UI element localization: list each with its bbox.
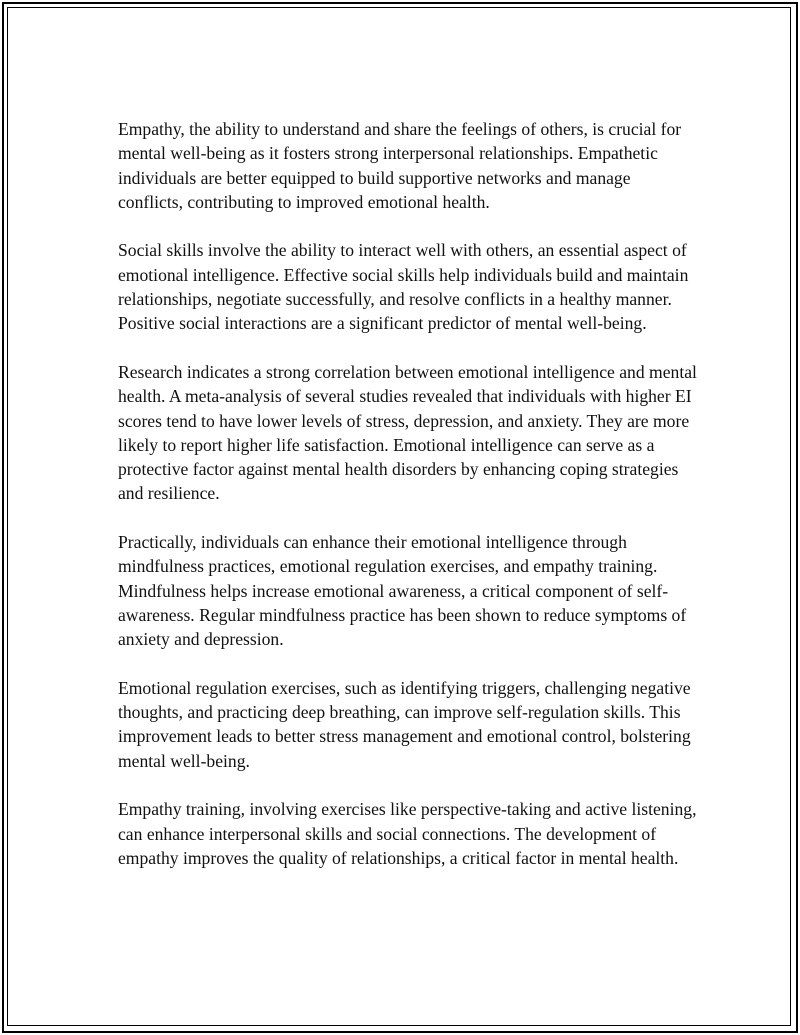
paragraph-emotional-regulation: Emotional regulation exercises, such as identifying triggers, challenging negative thoughts, and practicing deep breathing, can improve self-regulation skills. This improvement leads to better stress management and emotional control, bolstering mental well-being. (118, 677, 691, 771)
paragraph-social-skills: Social skills involve the ability to interact well with others, an essential aspect of emotional intelligence. Effective social skills help individuals build and maintain relationships, negotiate successfully, and resolve conflicts in a healthy manner. Positive social interactions are a significant predictor of mental well-being. (118, 240, 689, 334)
paragraph-empathy: Empathy, the ability to understand and share the feelings of others, is crucial for mental well-being as it fosters strong interpersonal relationships. Empathetic individuals are better equipped to build supportive networks and manage conflicts, contributing to improved emotional health. (118, 119, 682, 212)
document-body (118, 117, 698, 895)
paragraph-practical: Practically, individuals can enhance their emotional intelligence through mindfulness practices, emotional regulation exercises, and empathy training. Mindfulness helps increase emotional awareness, a critical component of self-awareness. Regular mindfulness practice has been shown to reduce symptoms of anxiety and depression. (118, 532, 687, 650)
paragraph-empathy-training: Empathy training, involving exercises like perspective-taking and active listening, can enhance interpersonal skills and social connections. The development of empathy improves the quality of relationships, a critical factor in mental health. (118, 799, 697, 868)
paragraph-research: Research indicates a strong correlation between emotional intelligence and mental health. A meta-analysis of several studies revealed that individuals with higher EI scores tend to have lower levels of stress, depression, and anxiety. They are more likely to report higher life satisfaction. Emotional intelligence can serve as a protective factor against mental health disorders by enhancing coping strategies and resilience. (118, 361, 697, 504)
